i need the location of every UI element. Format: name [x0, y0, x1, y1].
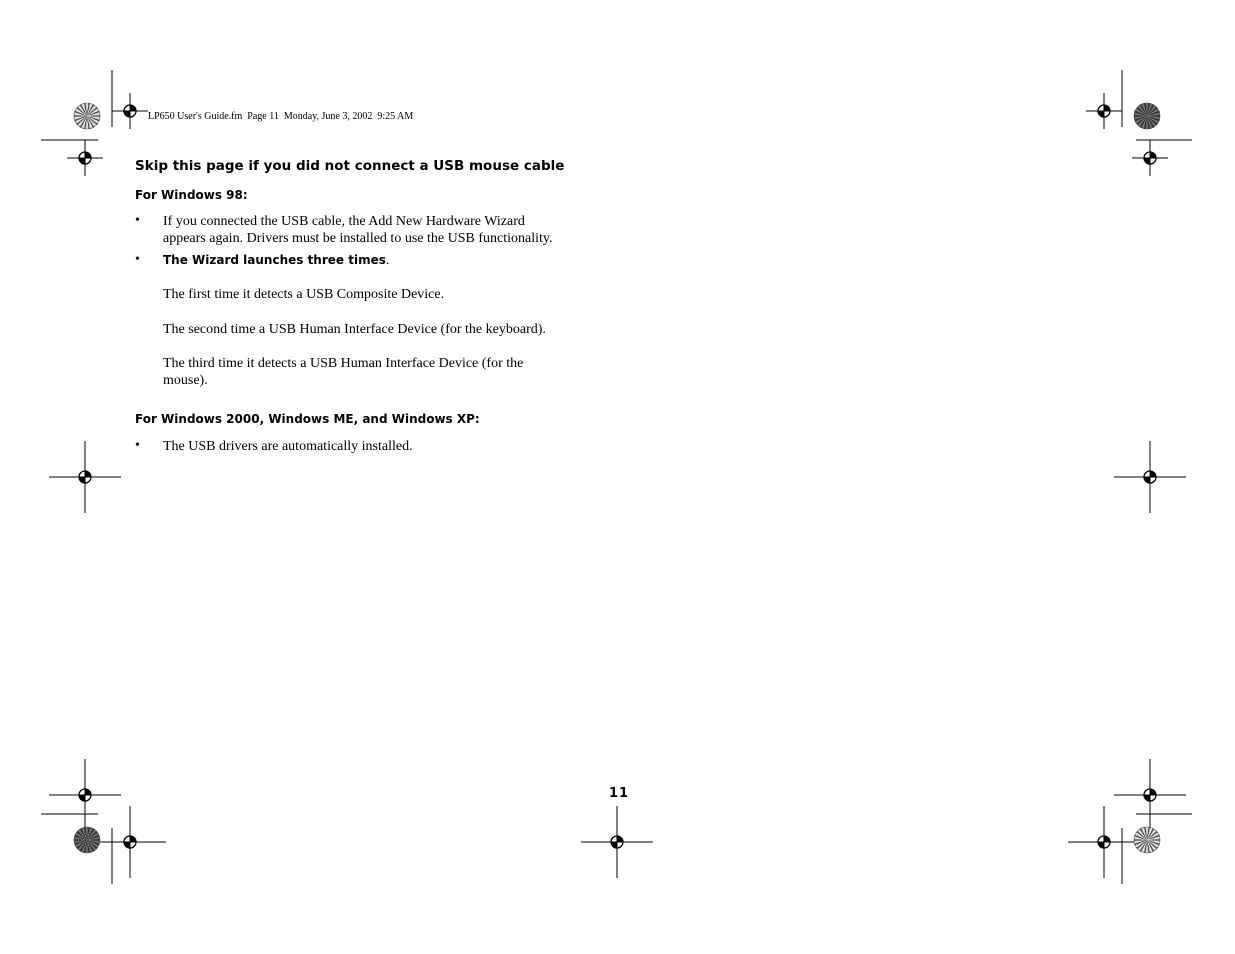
bullet-wizard-launches-text: The Wizard launches three times	[163, 253, 386, 267]
bullet-marker: •	[135, 252, 140, 267]
star-target-icon	[74, 827, 100, 853]
registration-mark-icon	[1114, 441, 1186, 513]
paragraph-second-time: The second time a USB Human Interface Device (for the keyboard).	[163, 322, 546, 337]
star-target-icon	[1134, 827, 1160, 853]
page-number: 11	[609, 786, 630, 801]
bullet-drivers-installed: The USB drivers are automatically installed.	[163, 439, 413, 454]
registration-mark-icon	[1132, 140, 1168, 176]
registration-mark-icon	[67, 140, 103, 176]
registration-mark-icon	[1068, 806, 1140, 878]
paragraph-third-time-line-1: The third time it detects a USB Human Interface Device (for the	[163, 356, 524, 371]
star-target-icon	[74, 103, 100, 129]
registration-mark-icon	[1114, 759, 1186, 831]
registration-mark-icon	[49, 441, 121, 513]
registration-mark-icon	[49, 759, 121, 831]
page-heading: Skip this page if you did not connect a USB mouse cable	[135, 158, 565, 174]
registration-mark-icon	[581, 806, 653, 878]
bullet-usb-cable-line-1: If you connected the USB cable, the Add New Hardware Wizard	[163, 214, 525, 229]
registration-mark-icon	[94, 806, 166, 878]
bullet-usb-cable-line-2: appears again. Drivers must be installed to use the USB functionality.	[163, 231, 553, 246]
bullet-marker: •	[135, 213, 140, 228]
paragraph-first-time: The first time it detects a USB Composite Device.	[163, 287, 445, 302]
paragraph-third-time	[163, 355, 603, 389]
print-slug: LP650 User's Guide.fm Page 11 Monday, June 3, 2002 9:25 AM	[148, 111, 414, 122]
star-target-icon	[1134, 103, 1160, 129]
windows-xp-subheading: For Windows 2000, Windows ME, and Windows XP:	[135, 412, 480, 426]
bullet-wizard-launches	[163, 253, 389, 269]
bullet-marker: •	[135, 438, 140, 453]
windows-98-subheading: For Windows 98:	[135, 188, 248, 202]
registration-mark-icon	[112, 93, 148, 129]
bullet-wizard-period: .	[385, 253, 390, 268]
paragraph-third-time-line-2: mouse).	[163, 373, 208, 388]
registration-mark-icon	[1086, 93, 1122, 129]
bullet-usb-cable	[163, 213, 603, 247]
